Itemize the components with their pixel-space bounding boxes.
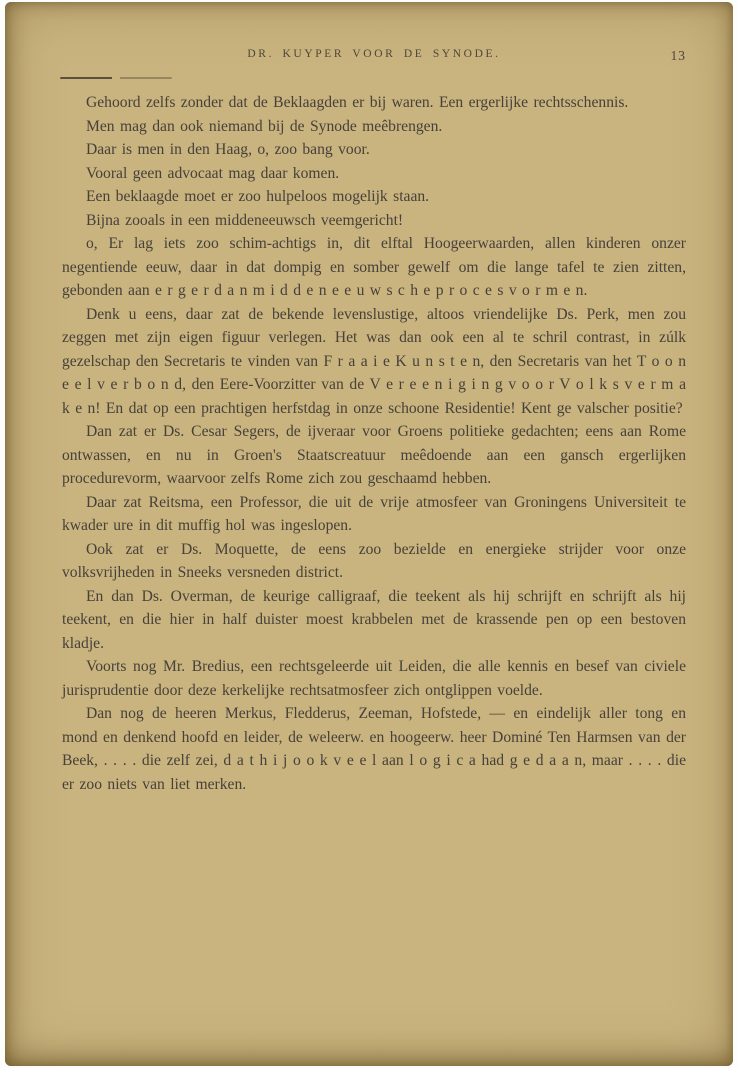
page-body bbox=[62, 91, 686, 796]
text-block bbox=[62, 48, 686, 796]
paragraph: Bijna zooals in een middeneeuwsch veemgericht! bbox=[86, 211, 404, 229]
running-header bbox=[62, 48, 686, 66]
paragraph: o, Er lag iets zoo schim-achtigs in, dit elftal Hoogeerwaarden, allen kinderen onzer negentiende eeuw, daar in dat dompig en somber gewelf om die lange tafel te zien zitten, gebonden aan e r g e r d a n m i d d e n e e u w s c h e p r o c e s v o r m e n. bbox=[62, 235, 686, 299]
paragraph: Een beklaagde moet er zoo hulpeloos mogelijk staan. bbox=[86, 188, 430, 205]
paragraph: Gehoord zelfs zonder dat de Beklaagden er bij waren. Een ergerlijke rechtsschennis. bbox=[86, 94, 629, 111]
page-number: 13 bbox=[670, 48, 686, 63]
paragraph: Men mag dan ook niemand bij de Synode meêbrengen. bbox=[86, 117, 443, 135]
paragraph: Voorts nog Mr. Bredius, een rechtsgeleerde uit Leiden, die alle kennis en besef van civiele jurisprudentie door deze kerkelijke rechtsatmosfeer zich ontglippen voelde. bbox=[62, 658, 686, 699]
paper-background bbox=[5, 2, 733, 1066]
paragraph: Daar zat Reitsma, een Professor, die uit de vrije atmosfeer van Groningens Universiteit te kwader ure in dit muffig hol was ingeslopen. bbox=[62, 493, 686, 534]
paragraph: Denk u eens, daar zat de bekende levenslustige, altoos vriendelijke Ds. Perk, men zou zeggen met zijn eigen figuur verlegen. Het was dan ook een al te schril contrast, in zúlk gezelschap den Secretaris te vinden van F r a a i e K u n s t e n, den Secretaris van het T o o n e e l v e r b o n d, den Eere-Voorzitter van de V e r e e n i g i n g v o o r V o l k s v e r m a k e n! En dat op een prachtigen herfstdag in onze schoone Residentie! Kent ge valscher positie? bbox=[62, 305, 686, 417]
paragraph: En dan Ds. Overman, de keurige calligraaf, die teekent als hij schrijft en schrijft als hij teekent, en die hier in half duister moest krabbelen met de krassende pen op een bestoven kladje. bbox=[62, 587, 686, 652]
paragraph: Dan nog de heeren Merkus, Fledderus, Zeeman, Hofstede, — en eindelijk aller tong en mond en denkend hoofd en leider, de weleerw. en hoogeerw. heer Dominé Ten Harmsen van der Beek, . . . . die zelf zei, d a t h i j o o k v e e l aan l o g i c a had g e d a a n, maar . . . . die er zoo niets van liet merken. bbox=[62, 705, 686, 793]
paragraph: Vooral geen advocaat mag daar komen. bbox=[86, 164, 340, 182]
header-rule bbox=[60, 77, 172, 79]
paragraph: Daar is men in den Haag, o, zoo bang voor. bbox=[86, 141, 370, 158]
running-title: DR. KUYPER VOOR DE SYNODE. bbox=[247, 48, 501, 60]
paragraph: Dan zat er Ds. Cesar Segers, de ijveraar voor Groens politieke gedachten; eens aan Rome ontwassen, en nu in Groen's Staatscreatuur meêdoende aan een gansch ergerlijken procedurevorm, waarvoor zelfs Rome zich zou geschaamd hebben. bbox=[62, 423, 686, 487]
paragraph: Ook zat er Ds. Moquette, de eens zoo bezielde en energieke strijder voor onze volksvrijheden in Sneeks versneden district. bbox=[62, 540, 686, 581]
